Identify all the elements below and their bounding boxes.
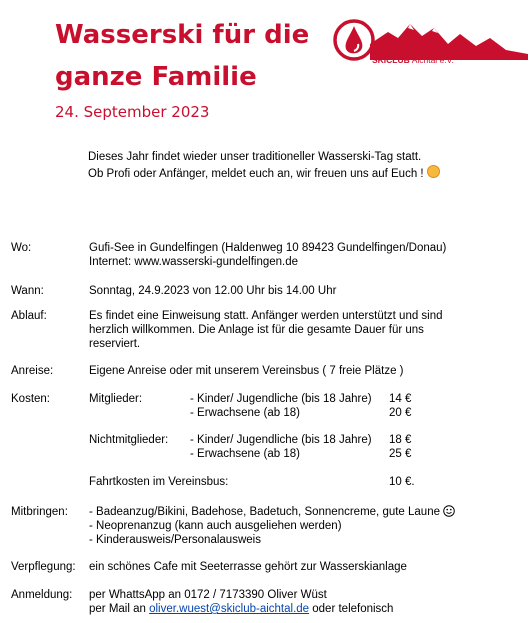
title-line-1: Wasserski für die [55,20,310,50]
logo-text: SKICLUB Aichtal e.V. [372,55,454,65]
members-adults-price: 20 € [389,407,412,419]
intro-line-1: Dieses Jahr findet wieder unser traditioneller Wasserski-Tag statt. [88,151,422,163]
anreise-text: Eigene Anreise oder mit unserem Vereinsbus ( 7 freie Plätze ) [89,365,404,377]
ablauf-line-3: reserviert. [89,338,141,350]
label-anmeldung: Anmeldung: [11,589,73,601]
title-line-2: ganze Familie [55,62,257,92]
ablauf-line-2: herzlich willkommen. Die Anlage ist für die gesamte Dauer für uns [89,324,424,336]
bus-cost-label: Fahrtkosten im Vereinsbus: [89,476,229,488]
event-date: 24. September 2023 [55,103,210,121]
anmeldung-whatsapp: per WhattsApp an 0172 / 7173390 Oliver Wüst [89,589,327,601]
mitbringen-line-3: - Kinderausweis/Personalausweis [89,534,261,546]
nonmembers-adults-price: 25 € [389,448,412,460]
wo-internet: Internet: www.wasserski-gundelfingen.de [89,256,299,268]
smiley-icon [443,505,455,517]
intro-line-2: Ob Profi oder Anfänger, meldet euch an, wir freuen uns auf Euch ! [88,165,440,182]
label-ablauf: Ablauf: [11,310,47,322]
bus-cost-price: 10 €. [389,476,415,488]
nonmembers-label: Nichtmitglieder: [89,434,169,446]
members-label: Mitglieder: [89,393,143,405]
email-link[interactable]: oliver.wuest@skiclub-aichtal.de [149,603,310,615]
wann-text: Sonntag, 24.9.2023 von 12.00 Uhr bis 14.00 Uhr [89,285,337,297]
members-kids-price: 14 € [389,393,412,405]
smiling-face-emoji-icon [427,165,440,178]
wo-address: Gufi-See in Gundelfingen (Haldenweg 10 89423 Gundelfingen/Donau) [89,242,447,254]
mitbringen-line-1: - Badeanzug/Bikini, Badehose, Badetuch, Sonnencreme, gute Laune [89,505,509,519]
nonmembers-kids-label: - Kinder/ Jugendliche (bis 18 Jahre) [190,434,372,446]
ablauf-line-1: Es findet eine Einweisung statt. Anfänger werden unterstützt und sind [89,310,443,322]
page-title [55,14,309,98]
label-verpflegung: Verpflegung: [11,561,76,573]
label-wo: Wo: [11,242,32,254]
label-anreise: Anreise: [11,365,54,377]
verpflegung-text: ein schönes Cafe mit Seeterrasse gehört zur Wasserskianlage [89,561,407,573]
label-kosten: Kosten: [11,393,50,405]
members-adults-label: - Erwachsene (ab 18) [190,407,300,419]
label-mitbringen: Mitbringen: [11,506,68,518]
intro-text [88,149,440,182]
nonmembers-adults-label: - Erwachsene (ab 18) [190,448,300,460]
anmeldung-mail-line: per Mail an oliver.wuest@skiclub-aichtal.de oder telefonisch [89,603,394,615]
mitbringen-line-2: - Neoprenanzug (kann auch ausgeliehen werden) [89,520,342,532]
label-wann: Wann: [11,285,44,297]
members-kids-label: - Kinder/ Jugendliche (bis 18 Jahre) [190,393,372,405]
nonmembers-kids-price: 18 € [389,434,412,446]
